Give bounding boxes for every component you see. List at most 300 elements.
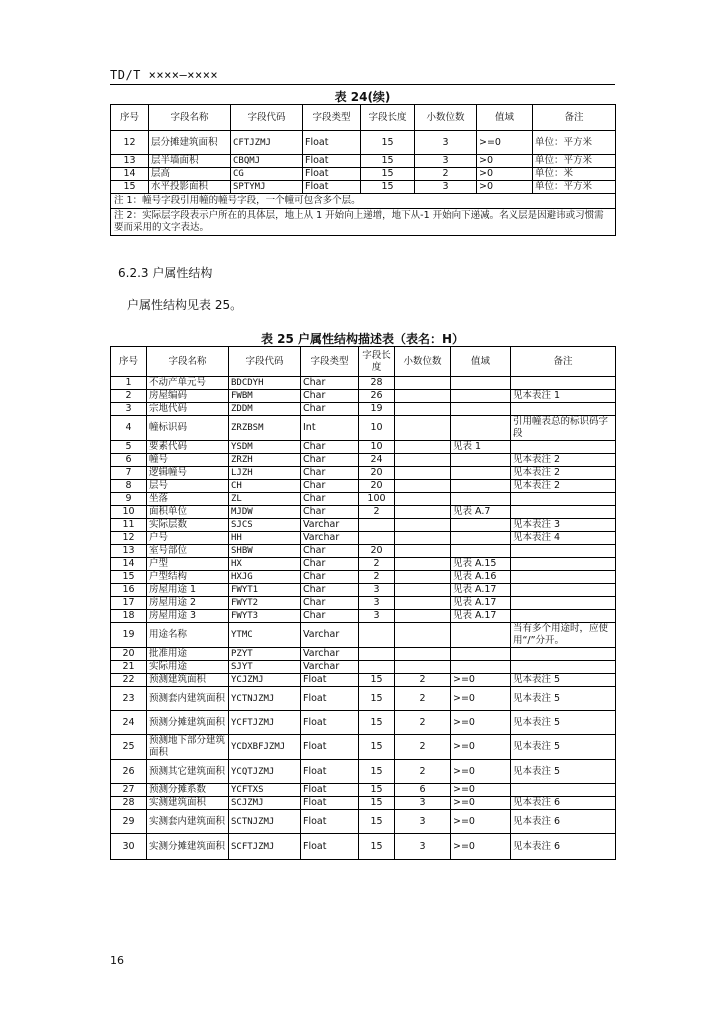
table-cell: >0 xyxy=(477,181,533,194)
table-cell: 单位：平方米 xyxy=(533,181,616,194)
table-cell: Varchar xyxy=(301,648,359,661)
table-row xyxy=(111,532,616,545)
table-cell: SCJZMJ xyxy=(229,797,301,810)
table-cell: SCFTJZMJ xyxy=(229,834,301,860)
table-cell: 24 xyxy=(111,711,147,735)
table-cell: 3 xyxy=(111,403,147,416)
table-cell: 25 xyxy=(111,735,147,760)
table-row xyxy=(111,760,616,784)
table-cell xyxy=(359,532,395,545)
table-cell: >=0 xyxy=(477,131,533,155)
table-cell xyxy=(451,403,511,416)
table-cell: Char xyxy=(301,584,359,597)
table-cell: HX xyxy=(229,558,301,571)
table-row xyxy=(111,558,616,571)
table-cell: Char xyxy=(301,441,359,454)
table-cell: CFTJZMJ xyxy=(231,131,303,155)
table-cell xyxy=(451,623,511,648)
table-cell: 20 xyxy=(359,545,395,558)
table-cell: 引用幢表总的标识码字段 xyxy=(511,416,616,441)
table-cell: >=0 xyxy=(451,760,511,784)
table-cell xyxy=(511,545,616,558)
table-cell: 4 xyxy=(111,416,147,441)
table-cell: 预测其它建筑面积 xyxy=(147,760,229,784)
table-cell: 15 xyxy=(361,181,415,194)
table-cell: YCTNJZMJ xyxy=(229,687,301,711)
table-cell: 幢标识码 xyxy=(147,416,229,441)
table-cell xyxy=(395,610,451,623)
table-cell: 21 xyxy=(111,661,147,674)
table-cell: 2 xyxy=(395,674,451,687)
table-cell: Float xyxy=(301,674,359,687)
table-cell: 26 xyxy=(111,760,147,784)
table-cell xyxy=(511,784,616,797)
table-cell: 15 xyxy=(361,131,415,155)
table-cell: Float xyxy=(303,131,361,155)
table-cell xyxy=(395,506,451,519)
table-row xyxy=(111,661,616,674)
table-row xyxy=(111,403,616,416)
table-cell: 3 xyxy=(359,597,395,610)
table-cell: 2 xyxy=(359,506,395,519)
table-cell xyxy=(395,584,451,597)
table-cell: Char xyxy=(301,454,359,467)
table-cell: >=0 xyxy=(451,674,511,687)
table-cell: 20 xyxy=(359,480,395,493)
table-cell: 15 xyxy=(361,168,415,181)
table-cell: 幢号 xyxy=(147,454,229,467)
table-cell xyxy=(511,506,616,519)
table-row xyxy=(111,506,616,519)
table-cell: 见表 A.16 xyxy=(451,571,511,584)
table-cell: Char xyxy=(301,558,359,571)
table-cell: SPTYMJ xyxy=(231,181,303,194)
table-cell: 7 xyxy=(111,467,147,480)
table-cell: Float xyxy=(301,711,359,735)
table-cell: 10 xyxy=(359,416,395,441)
table-cell: 实测套内建筑面积 xyxy=(147,810,229,834)
table-cell xyxy=(511,610,616,623)
table-cell: FWBM xyxy=(229,390,301,403)
table-cell: 15 xyxy=(359,674,395,687)
column-header: 小数位数 xyxy=(415,105,477,131)
table-cell: >=0 xyxy=(451,687,511,711)
table-cell xyxy=(451,661,511,674)
table-cell xyxy=(395,377,451,390)
table-cell: >=0 xyxy=(451,711,511,735)
table-cell xyxy=(511,441,616,454)
column-header: 序号 xyxy=(111,105,149,131)
table-row xyxy=(111,571,616,584)
column-header: 字段类型 xyxy=(303,105,361,131)
table-cell: Float xyxy=(301,735,359,760)
table-cell xyxy=(395,493,451,506)
table-cell: 单位：平方米 xyxy=(533,131,616,155)
table-cell: 15 xyxy=(359,784,395,797)
table-cell: 见本表注 1 xyxy=(511,390,616,403)
table-cell: Float xyxy=(303,168,361,181)
column-header: 字段名称 xyxy=(147,347,229,377)
table-cell: 层高 xyxy=(149,168,231,181)
table-cell: 室号部位 xyxy=(147,545,229,558)
table-cell: 宗地代码 xyxy=(147,403,229,416)
table-cell: 预测建筑面积 xyxy=(147,674,229,687)
table-cell: 27 xyxy=(111,784,147,797)
table-cell: 见表 A.17 xyxy=(451,610,511,623)
table-cell: 13 xyxy=(111,545,147,558)
table-cell: YCQTJZMJ xyxy=(229,760,301,784)
table-cell xyxy=(451,493,511,506)
table-cell: Char xyxy=(301,467,359,480)
table-cell xyxy=(511,648,616,661)
table-cell: 预测地下部分建筑面积 xyxy=(147,735,229,760)
table-cell: 实测建筑面积 xyxy=(147,797,229,810)
table-row xyxy=(111,441,616,454)
table-cell xyxy=(395,532,451,545)
table-cell xyxy=(511,493,616,506)
table-cell: 要素代码 xyxy=(147,441,229,454)
table-cell: 单位：米 xyxy=(533,168,616,181)
table-cell: 房屋用途 3 xyxy=(147,610,229,623)
table-cell xyxy=(451,377,511,390)
table-cell: HXJG xyxy=(229,571,301,584)
table-row xyxy=(111,784,616,797)
table-cell: >0 xyxy=(477,168,533,181)
table-cell: 3 xyxy=(359,610,395,623)
table-cell: SJYT xyxy=(229,661,301,674)
column-header: 小数位数 xyxy=(395,347,451,377)
header-rule xyxy=(110,84,615,85)
table-cell: 1 xyxy=(111,377,147,390)
table-cell: 2 xyxy=(395,760,451,784)
table-cell: SCTNJZMJ xyxy=(229,810,301,834)
table-cell: 户型 xyxy=(147,558,229,571)
table-cell: 面积单位 xyxy=(147,506,229,519)
table-cell xyxy=(451,519,511,532)
table-row xyxy=(111,390,616,403)
table-cell: 见表 A.15 xyxy=(451,558,511,571)
table-cell: 19 xyxy=(111,623,147,648)
table-cell: 批准用途 xyxy=(147,648,229,661)
table-cell: Char xyxy=(301,571,359,584)
table-row xyxy=(111,467,616,480)
column-header: 备注 xyxy=(511,347,616,377)
table-cell xyxy=(451,416,511,441)
column-header: 值域 xyxy=(477,105,533,131)
table-cell: SHBW xyxy=(229,545,301,558)
table-cell: YCFTXS xyxy=(229,784,301,797)
table-cell: 14 xyxy=(111,168,149,181)
table-cell: Char xyxy=(301,377,359,390)
table-cell: 见本表注 5 xyxy=(511,687,616,711)
table-cell: 18 xyxy=(111,610,147,623)
table-row xyxy=(111,416,616,441)
table-cell: Float xyxy=(301,834,359,860)
table-cell: 15 xyxy=(359,687,395,711)
table-cell: Float xyxy=(303,181,361,194)
table-cell xyxy=(395,390,451,403)
table-cell: 见表 1 xyxy=(451,441,511,454)
table-row xyxy=(111,597,616,610)
table-cell: 16 xyxy=(111,584,147,597)
table-row xyxy=(111,493,616,506)
table-cell: 15 xyxy=(359,810,395,834)
table-row xyxy=(111,674,616,687)
table-cell xyxy=(511,403,616,416)
column-header: 字段代码 xyxy=(231,105,303,131)
table-cell: 2 xyxy=(395,735,451,760)
column-header: 字段长度 xyxy=(359,347,395,377)
table24 xyxy=(110,104,616,236)
table-row xyxy=(111,545,616,558)
table-cell: 26 xyxy=(359,390,395,403)
table-cell: 见表 A.17 xyxy=(451,584,511,597)
table-cell: >=0 xyxy=(451,784,511,797)
table-cell: YCDXBFJZMJ xyxy=(229,735,301,760)
table-cell xyxy=(395,558,451,571)
table-cell xyxy=(359,623,395,648)
table-cell: Char xyxy=(301,480,359,493)
table-cell: 单位：平方米 xyxy=(533,155,616,168)
table-cell: ZL xyxy=(229,493,301,506)
table-cell: >=0 xyxy=(451,834,511,860)
table-cell: 见表 A.7 xyxy=(451,506,511,519)
table-cell xyxy=(511,597,616,610)
table-row xyxy=(111,519,616,532)
table-cell: Varchar xyxy=(301,519,359,532)
table-cell: 实际用途 xyxy=(147,661,229,674)
table-cell: 12 xyxy=(111,532,147,545)
table-cell xyxy=(395,416,451,441)
table-cell xyxy=(451,390,511,403)
column-header: 字段类型 xyxy=(301,347,359,377)
table-cell: 3 xyxy=(415,131,477,155)
table-row xyxy=(111,834,616,860)
table-cell: 14 xyxy=(111,558,147,571)
table-cell: ZRZH xyxy=(229,454,301,467)
table-row xyxy=(111,711,616,735)
table-cell: LJZH xyxy=(229,467,301,480)
table-row xyxy=(111,610,616,623)
table-note: 注 2：实际层字段表示户所在的具体层，地上从 1 开始向上递增，地下从-1 开始向下递减。名义层是因避讳或习惯需要而采用的文字表达。 xyxy=(111,209,616,236)
table-row xyxy=(111,480,616,493)
table-cell: 15 xyxy=(361,155,415,168)
table-cell xyxy=(395,661,451,674)
table-cell: 见本表注 5 xyxy=(511,674,616,687)
table-cell xyxy=(511,571,616,584)
table-cell: 8 xyxy=(111,480,147,493)
table-row xyxy=(111,168,616,181)
table-cell: 房屋用途 1 xyxy=(147,584,229,597)
table-cell: 预测分摊系数 xyxy=(147,784,229,797)
table-cell: FWYT1 xyxy=(229,584,301,597)
table-cell: FWYT2 xyxy=(229,597,301,610)
table-cell: 6 xyxy=(395,784,451,797)
table-cell: Varchar xyxy=(301,623,359,648)
table-row xyxy=(111,623,616,648)
table-cell: 坐落 xyxy=(147,493,229,506)
table-cell: 22 xyxy=(111,674,147,687)
table-cell xyxy=(359,519,395,532)
table-cell: MJDW xyxy=(229,506,301,519)
table-cell xyxy=(395,403,451,416)
table-cell: 15 xyxy=(359,735,395,760)
table-cell xyxy=(395,454,451,467)
table-cell: >=0 xyxy=(451,810,511,834)
table-cell: ZRZBSM xyxy=(229,416,301,441)
table-cell: 15 xyxy=(359,834,395,860)
table-cell: Char xyxy=(301,403,359,416)
document-header: TD/T ××××—×××× xyxy=(110,68,219,82)
table-cell xyxy=(395,519,451,532)
table-cell: Char xyxy=(301,506,359,519)
table-row xyxy=(111,454,616,467)
table-cell: 20 xyxy=(359,467,395,480)
table-cell: 9 xyxy=(111,493,147,506)
table-cell: 10 xyxy=(111,506,147,519)
table-cell: 逻辑幢号 xyxy=(147,467,229,480)
table-cell: 层号 xyxy=(147,480,229,493)
table-cell: 3 xyxy=(395,797,451,810)
table-cell: 3 xyxy=(395,834,451,860)
table25-caption: 表 25 户属性结构描述表（表名：H） xyxy=(260,332,465,346)
table-cell: PZYT xyxy=(229,648,301,661)
table-cell: 24 xyxy=(359,454,395,467)
table-cell: >=0 xyxy=(451,735,511,760)
table-cell: 28 xyxy=(111,797,147,810)
table-cell xyxy=(451,454,511,467)
table-cell xyxy=(451,467,511,480)
table-cell: 23 xyxy=(111,687,147,711)
table-cell: 3 xyxy=(415,181,477,194)
table-cell xyxy=(451,532,511,545)
table-cell: 2 xyxy=(395,687,451,711)
table-cell: 15 xyxy=(111,181,149,194)
table-row xyxy=(111,181,616,194)
table-cell: 3 xyxy=(359,584,395,597)
table-row xyxy=(111,735,616,760)
column-header: 字段名称 xyxy=(149,105,231,131)
table-cell xyxy=(395,623,451,648)
table-cell: Varchar xyxy=(301,532,359,545)
table-cell xyxy=(511,377,616,390)
table-cell xyxy=(395,467,451,480)
table-cell: YSDM xyxy=(229,441,301,454)
table-cell xyxy=(359,661,395,674)
table-cell: Char xyxy=(301,545,359,558)
table-cell: Float xyxy=(301,687,359,711)
table-cell: 见本表注 5 xyxy=(511,711,616,735)
table-cell: Char xyxy=(301,493,359,506)
table-cell: 3 xyxy=(395,810,451,834)
table-cell: 户型结构 xyxy=(147,571,229,584)
table-cell: 11 xyxy=(111,519,147,532)
page-number: 16 xyxy=(110,954,124,967)
table-cell: 实际层数 xyxy=(147,519,229,532)
table-cell xyxy=(395,441,451,454)
table-cell: 15 xyxy=(359,711,395,735)
table-cell xyxy=(511,661,616,674)
table-cell: CH xyxy=(229,480,301,493)
table-cell: 15 xyxy=(111,571,147,584)
table-cell: 见表 A.17 xyxy=(451,597,511,610)
table-cell: 3 xyxy=(415,155,477,168)
table-cell: FWYT3 xyxy=(229,610,301,623)
table-cell: 预测分摊建筑面积 xyxy=(147,711,229,735)
table-cell: 见本表注 3 xyxy=(511,519,616,532)
table-cell: 见本表注 2 xyxy=(511,454,616,467)
column-header: 字段代码 xyxy=(229,347,301,377)
table-cell: 实测分摊建筑面积 xyxy=(147,834,229,860)
table-cell: 见本表注 6 xyxy=(511,810,616,834)
table-cell: 不动产单元号 xyxy=(147,377,229,390)
table-cell: 6 xyxy=(111,454,147,467)
table-cell: HH xyxy=(229,532,301,545)
table-cell: YTMC xyxy=(229,623,301,648)
column-header: 备注 xyxy=(533,105,616,131)
table-cell: 见本表注 4 xyxy=(511,532,616,545)
table-cell: >=0 xyxy=(451,797,511,810)
section-heading: 6.2.3 户属性结构 xyxy=(118,266,213,280)
table-cell: 15 xyxy=(359,760,395,784)
table-cell: YCFTJZMJ xyxy=(229,711,301,735)
table-cell: 房屋用途 2 xyxy=(147,597,229,610)
table-cell: Varchar xyxy=(301,661,359,674)
table-cell: 层半墙面积 xyxy=(149,155,231,168)
table-cell: 见本表注 6 xyxy=(511,797,616,810)
table-cell: >0 xyxy=(477,155,533,168)
table-cell: YCJZMJ xyxy=(229,674,301,687)
table-row xyxy=(111,648,616,661)
intro-paragraph: 户属性结构见表 25。 xyxy=(127,298,243,312)
table-cell: Char xyxy=(301,390,359,403)
table-row xyxy=(111,797,616,810)
table-cell: 12 xyxy=(111,131,149,155)
table-cell: 19 xyxy=(359,403,395,416)
table-note: 注 1：幢号字段引用幢的幢号字段，一个幢可包含多个层。 xyxy=(111,194,616,209)
table-cell: 水平投影面积 xyxy=(149,181,231,194)
table-cell xyxy=(395,597,451,610)
table-cell xyxy=(395,648,451,661)
table-cell: Float xyxy=(303,155,361,168)
table-cell: 当有多个用途时，应使用“/”分开。 xyxy=(511,623,616,648)
table-cell: 10 xyxy=(359,441,395,454)
table-row xyxy=(111,687,616,711)
table-cell: CBQMJ xyxy=(231,155,303,168)
table-cell: 30 xyxy=(111,834,147,860)
table-cell: 户号 xyxy=(147,532,229,545)
table-cell: 2 xyxy=(395,711,451,735)
table-cell xyxy=(451,480,511,493)
table-cell: 用途名称 xyxy=(147,623,229,648)
table-cell: 见本表注 5 xyxy=(511,735,616,760)
table-row xyxy=(111,377,616,390)
table-row xyxy=(111,584,616,597)
table-cell: 见本表注 6 xyxy=(511,834,616,860)
table-cell: 28 xyxy=(359,377,395,390)
table-cell xyxy=(395,571,451,584)
column-header: 序号 xyxy=(111,347,147,377)
table-cell: 5 xyxy=(111,441,147,454)
table-cell: 2 xyxy=(359,571,395,584)
table-cell: 房屋编码 xyxy=(147,390,229,403)
table-cell: Float xyxy=(301,797,359,810)
table-cell: Float xyxy=(301,810,359,834)
table-cell: 100 xyxy=(359,493,395,506)
table25 xyxy=(110,346,616,860)
table-cell: 2 xyxy=(111,390,147,403)
table-cell: Char xyxy=(301,597,359,610)
